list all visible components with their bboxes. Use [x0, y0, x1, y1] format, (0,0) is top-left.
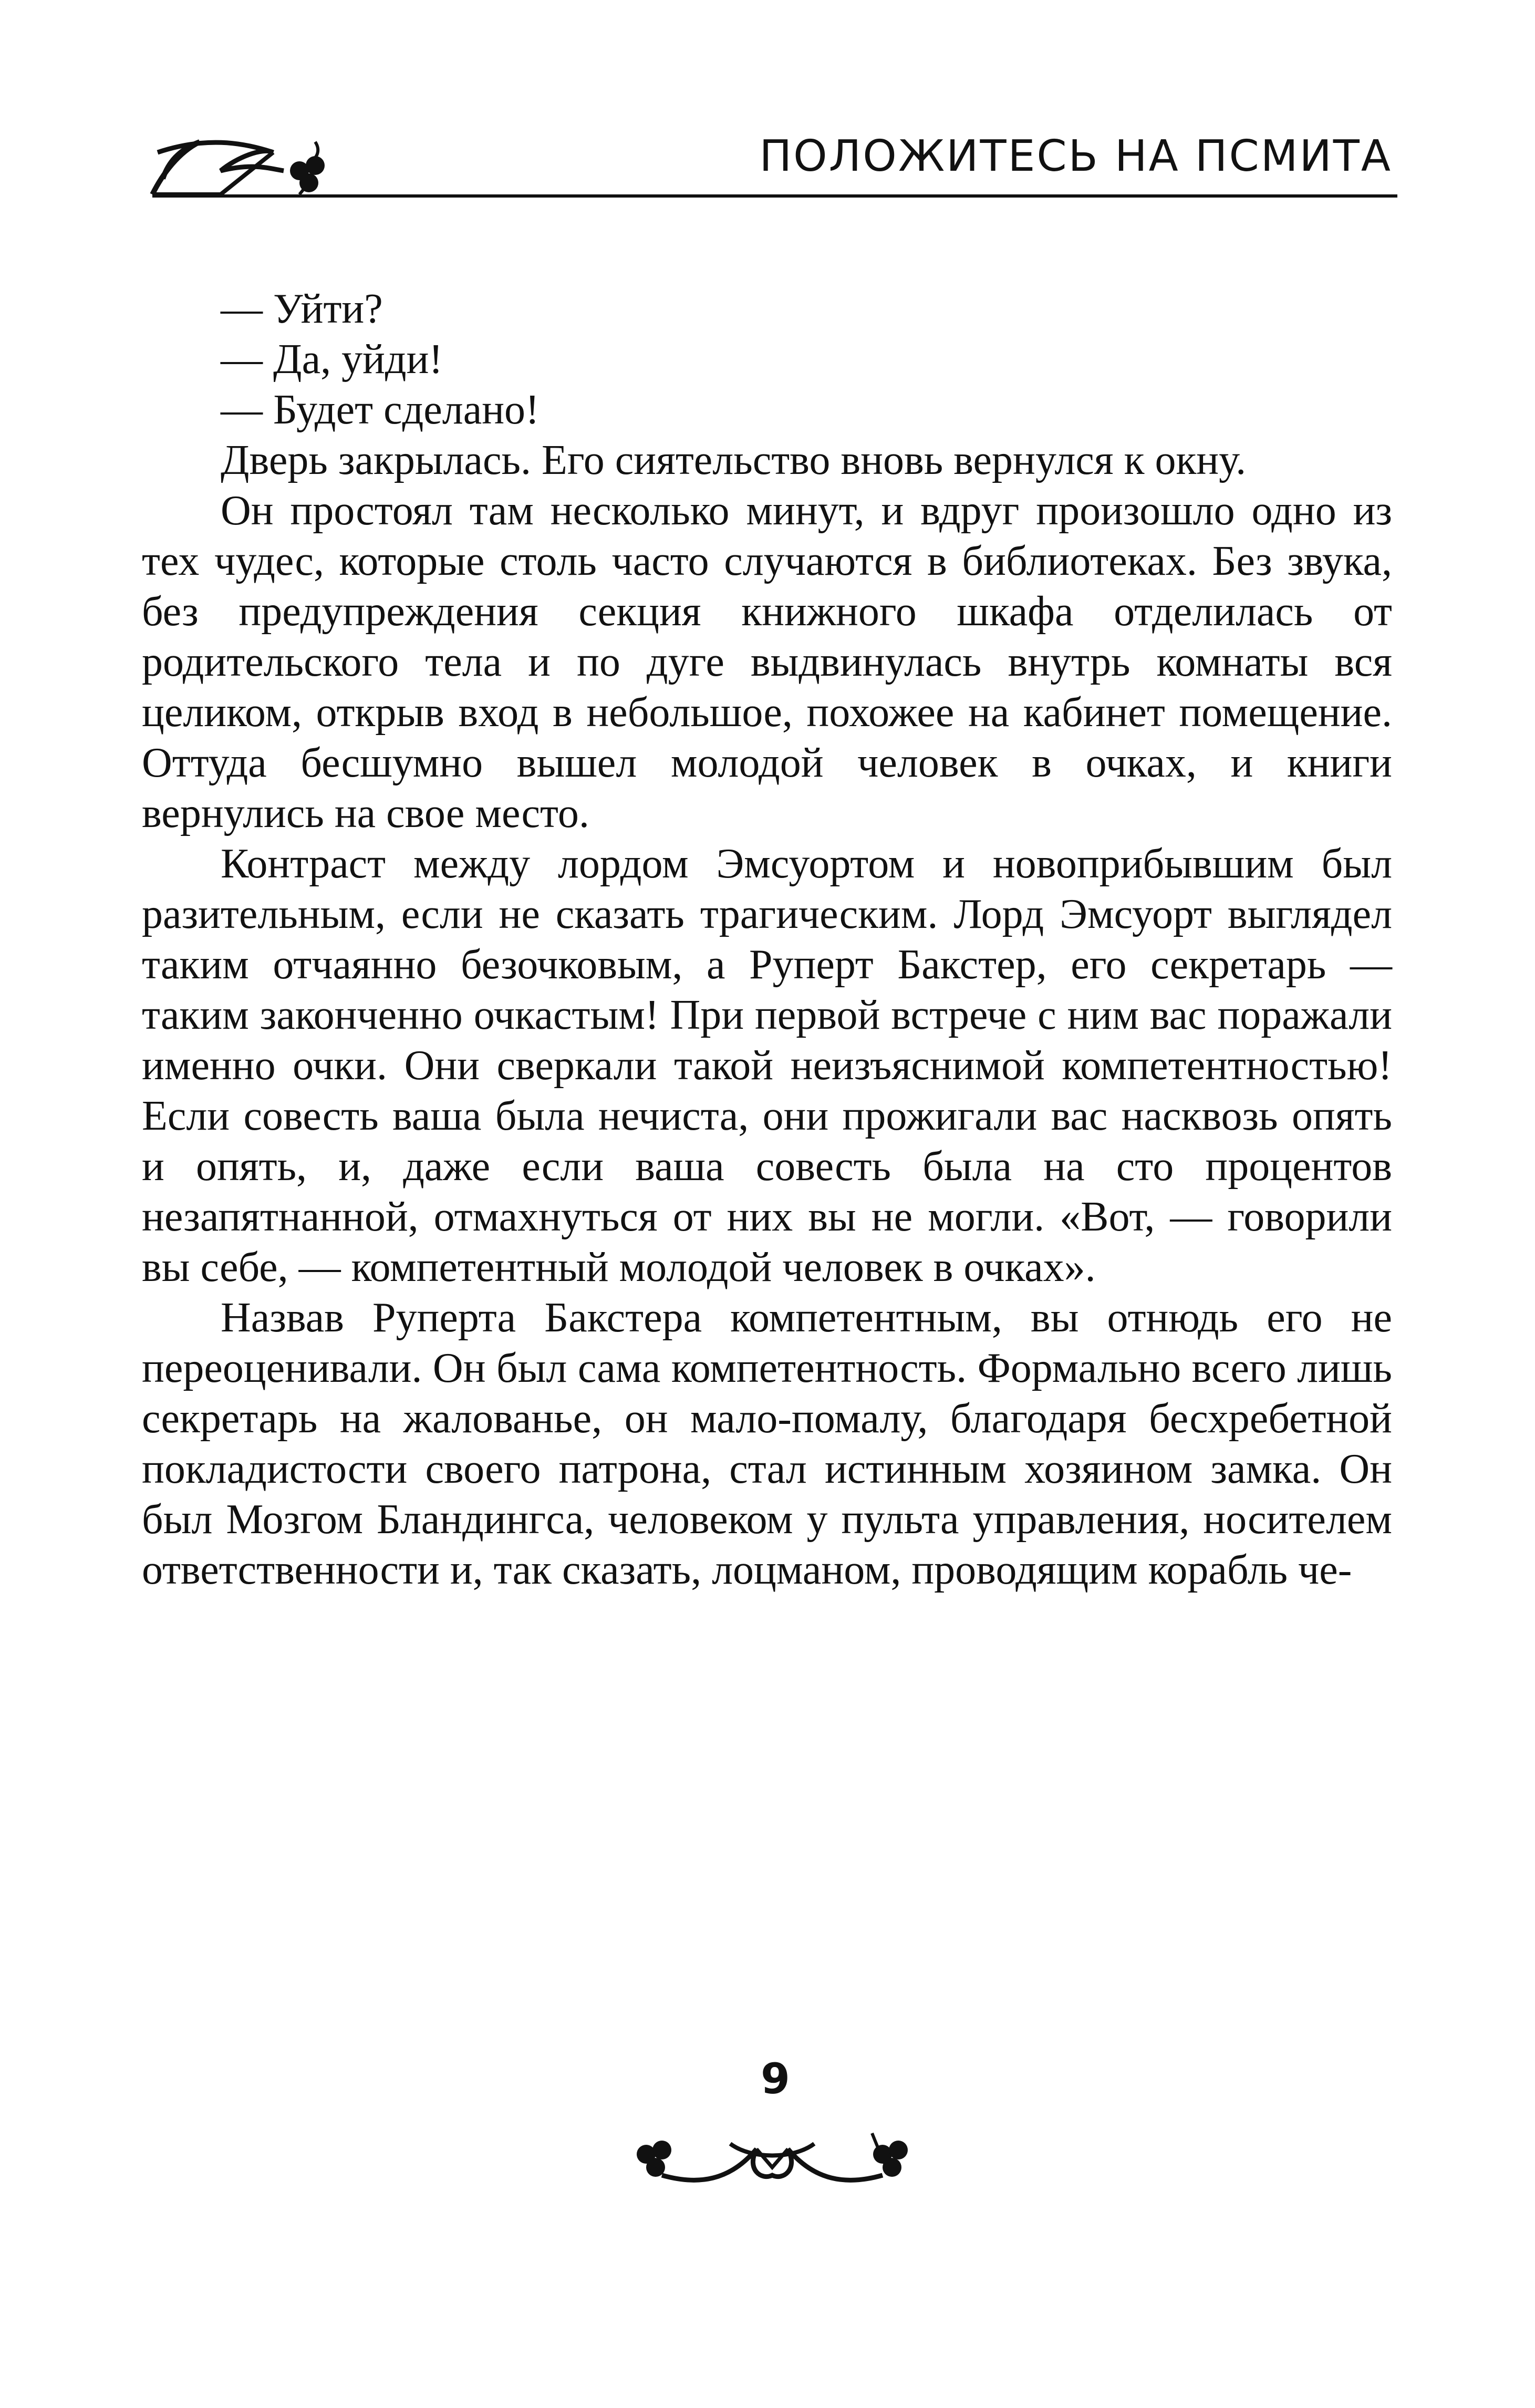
paragraph: Он простоял там несколько минут, и вдруг произошло одно из тех чудес, которые столь часто случаются в библиотеках. Без звука, без предупреждения секция книжного шкафа отделилась от родительского тела и по дуге выдвинулась внутрь комнаты вся целиком, открыв вход в небольшое, похожее на кабинет помещение. Оттуда бесшумно вышел молодой человек в очках, и книги вернулись на свое место. — [142, 488, 1392, 836]
header-rule — [152, 194, 1397, 198]
clover-swash-icon — [142, 121, 341, 200]
double-clover-swash-icon — [625, 2117, 919, 2196]
page-number: 9 — [761, 2054, 790, 2103]
paragraph: Контраст между лордом Эмсуортом и новоприбывшим был разительным, если не сказать трагическим. Лорд Эмсуорт выглядел таким отчаянно безочковым, а Руперт Бакстер, его секретарь — таким законченно очкастым! При первой встрече с ним вас поражали именно очки. Они сверкали такой неизъяснимой компетентностью! Если совесть ваша была нечиста, они прожигали вас насквозь опять и опять, и, даже если ваша совесть была на сто процентов незапятнанной, отмахнуться от них вы не могли. «Вот, — говорили вы себе, — компетентный молодой человек в очках». — [142, 841, 1392, 1290]
page-header — [142, 105, 1392, 210]
running-title: ПОЛОЖИТЕСЬ НА ПСМИТА — [759, 131, 1392, 181]
paragraph: — Да, уйди! — [221, 336, 443, 383]
paragraph: Назвав Руперта Бакстера компетентным, вы отнюдь его не переоценивали. Он был сама компетентность. Формально всего лишь секретарь на жалованье, он мало-помалу, благодаря бесхребетной покладистости своего патрона, стал истинным хозяином замка. Он был Мозгом Бландингса, человеком у пульта управления, носителем ответственности и, так сказать, лоцманом, проводящим корабль че- — [142, 1295, 1392, 1593]
page-footer — [0, 2054, 1535, 2228]
paragraph: Дверь закрылась. Его сиятельство вновь вернулся к окну. — [221, 437, 1247, 483]
paragraph: — Будет сделано! — [221, 387, 540, 433]
paragraph: — Уйти? — [221, 286, 383, 332]
body-text — [142, 284, 1392, 1595]
